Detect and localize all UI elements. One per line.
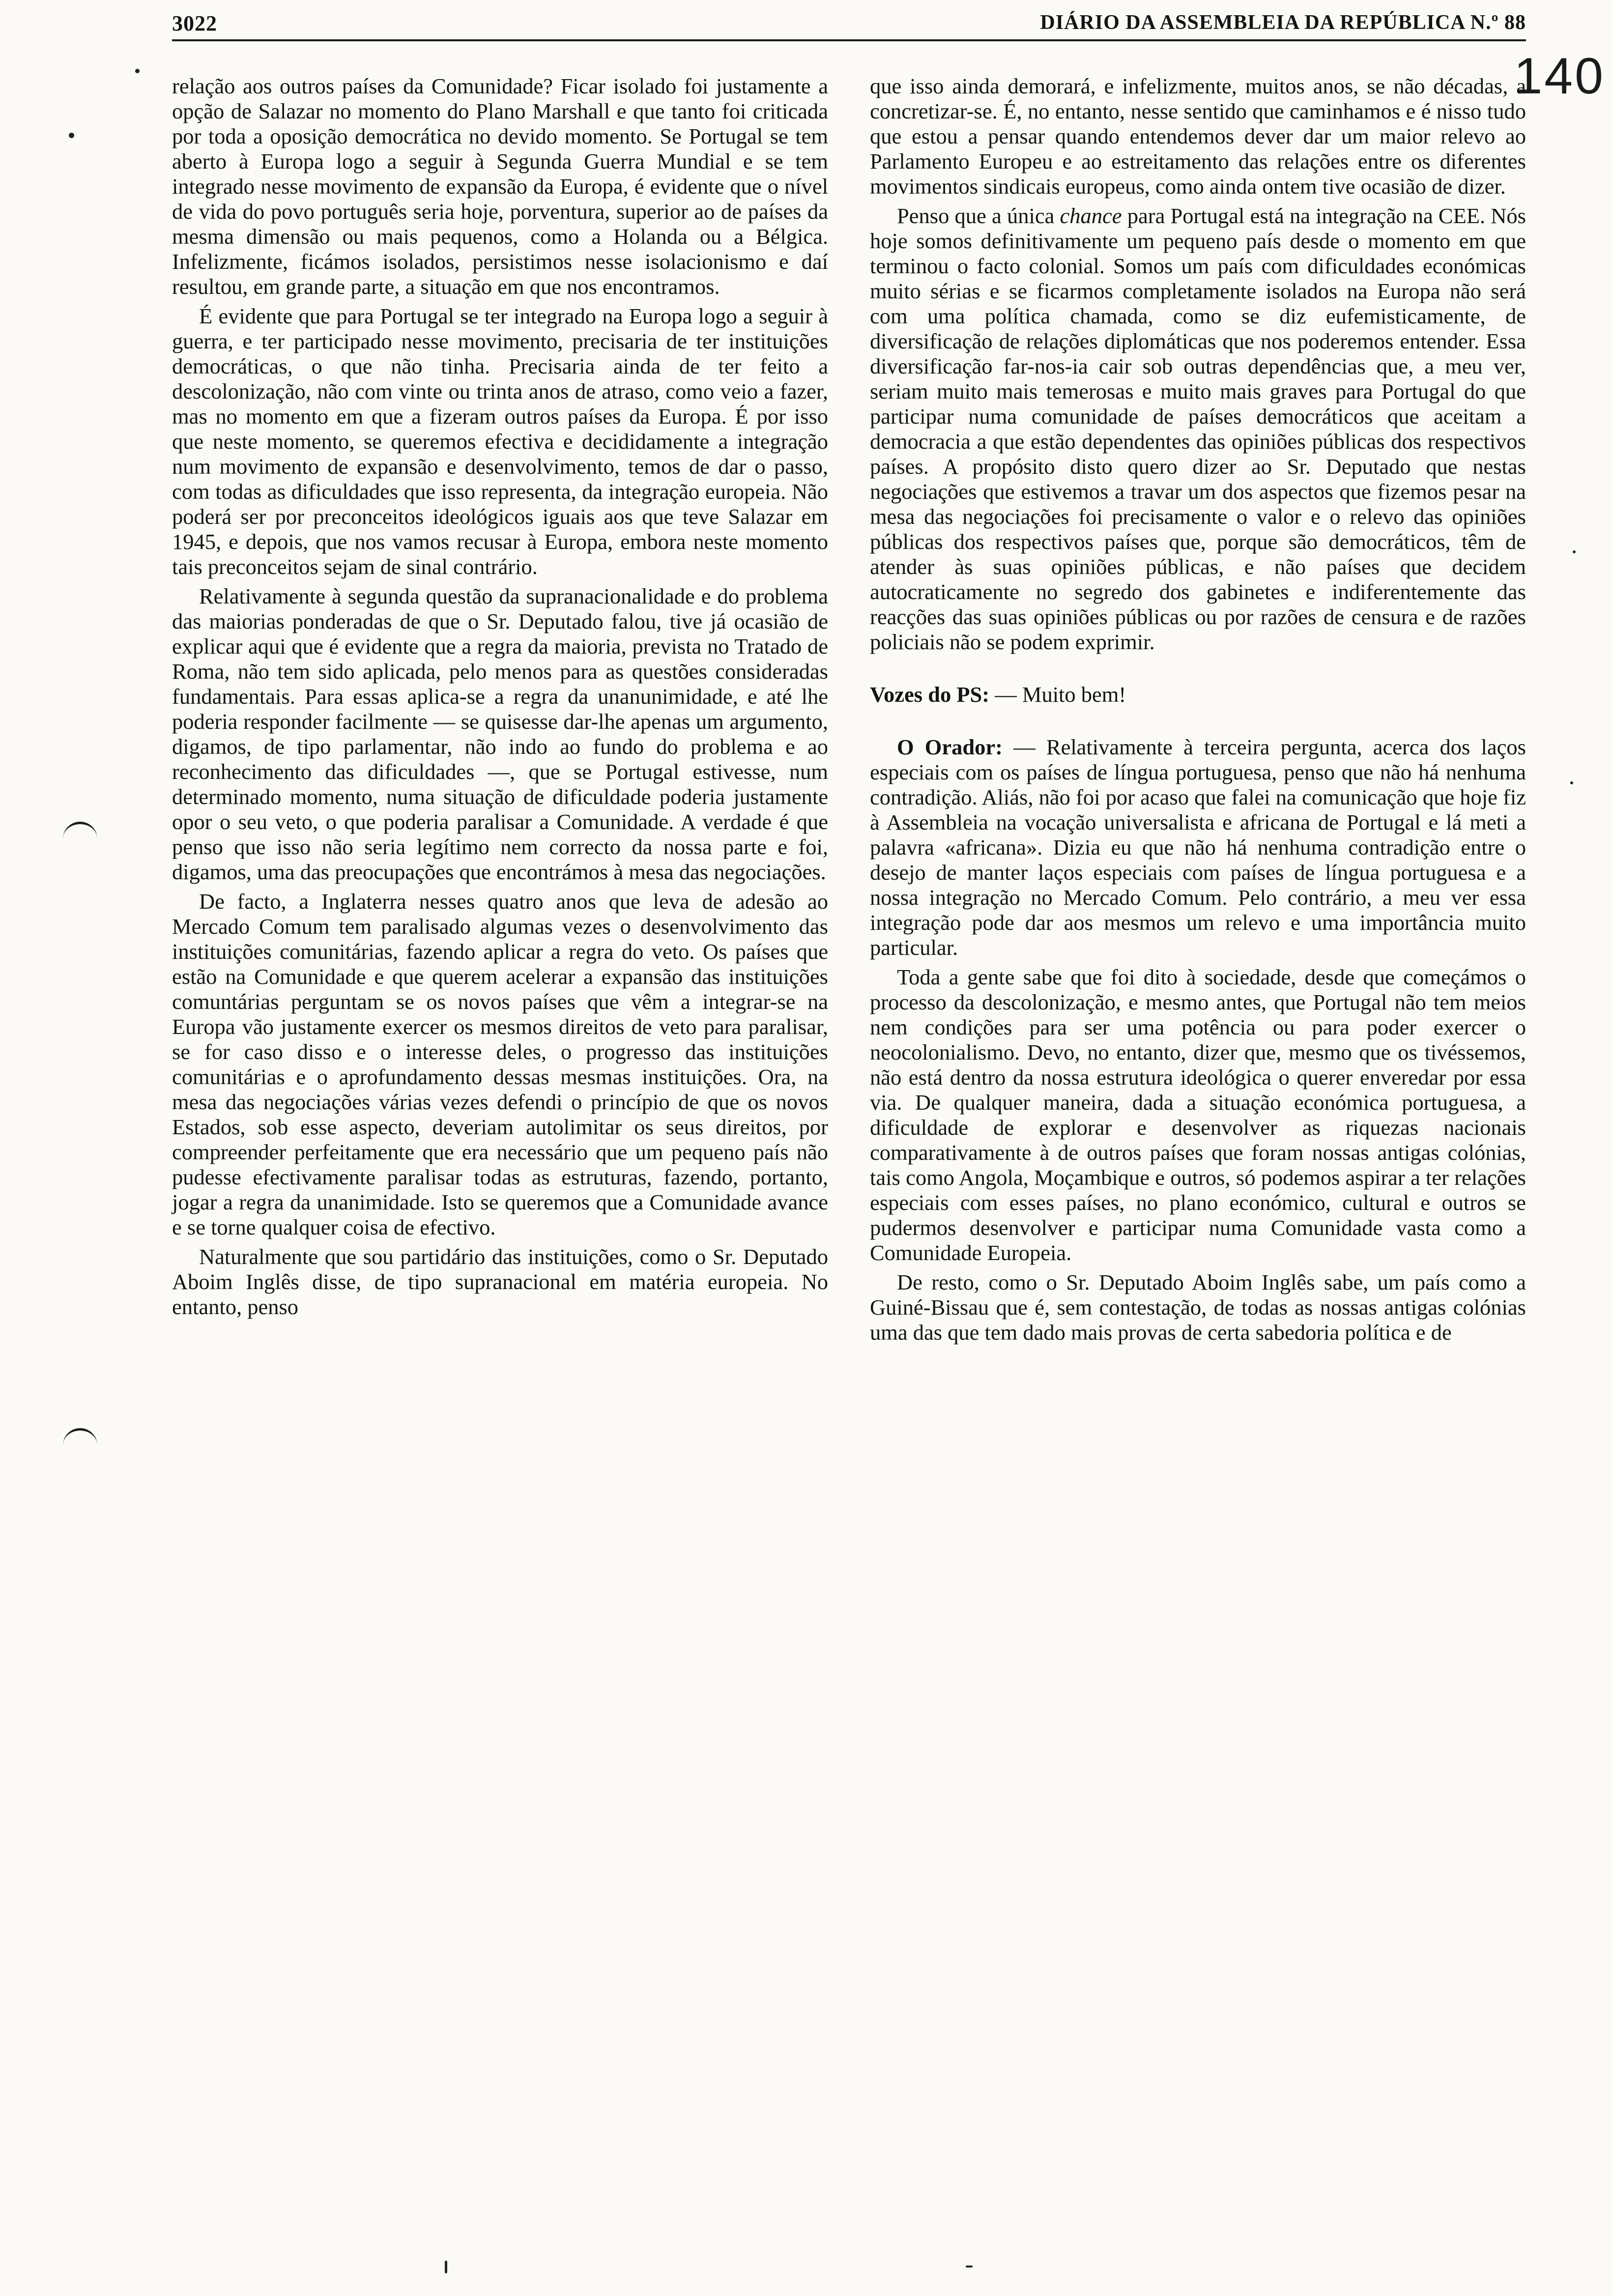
scan-speck <box>445 2261 447 2273</box>
scan-speck <box>135 69 140 73</box>
paragraph: É evidente que para Portugal se ter integrado na Europa logo a seguir à guerra, e ter participado nesse movimento, precisaria de ter instituições democráticas, o que não tinha. Precisaria ainda de ter feito a descolonização, não com vinte ou trinta anos de atraso, como veio a fazer, mas no momento em que a fizeram outros países da Europa. É por isso que neste momento, se queremos efectiva e decididamente a integração num movimento de expansão e desenvolvimento, temos de dar o passo, com todas as dificuldades que isso representa, da integração europeia. Não poderá ser por preconceitos ideológicos iguais aos que teve Salazar em 1945, e depois, que nos vamos recusar à Europa, embora neste momento tais preconceitos sejam de sinal contrário. <box>172 304 828 579</box>
right-column <box>870 74 1526 1349</box>
speech-text: — Relativamente à terceira pergunta, acerca dos laços especiais com os países de língua portuguesa, penso que não há nenhuma contradição. Aliás, não foi por acaso que falei na comunicação que hoje fiz à Assembleia na vocação universalista e africana de Portugal e lá meti a palavra «africana». Dizia eu que não há nenhuma contradição entre o desejo de manter laços especiais com países de língua portuguesa e a nossa integração no Mercado Comum. Pelo contrário, a meu ver essa integração pode dar aos mesmos um relevo e uma importância muito particular. <box>870 735 1526 960</box>
speaker-paragraph <box>870 735 1526 960</box>
scan-speck <box>966 2266 973 2267</box>
punch-hole-mark <box>63 822 97 844</box>
paragraph: De facto, a Inglaterra nesses quatro anos que leva de adesão ao Mercado Comum tem paralisado algumas vezes o desenvolvimento das instituições comunitárias, fazendo aplicar a regra do veto. Os países que estão na Comunidade e que querem acelerar a expansão das instituições comuntárias perguntam se os novos países que vêm a integrar-se na Europa vão justamente exercer os mesmos direitos de veto para paralisar, se for caso disso e o interesse deles, o progresso das instituições comunitárias e o aprofundamento dessas mesmas instituições. Ora, na mesa das negociações várias vezes defendi o princípio de que os novos Estados, sob esse aspecto, deveriam autolimitar os seus direitos, por compreender perfeitamente que era necessário que um pequeno país não pudesse efectivamente paralisar todas as estruturas, fazendo, portanto, jogar a regra da unanimidade. Isto se queremos que a Comunidade avance e se torne qualquer coisa de efectivo. <box>172 889 828 1239</box>
speaker-name: Vozes do PS: <box>870 682 990 707</box>
paragraph: relação aos outros países da Comunidade? Ficar isolado foi justamente a opção de Salazar no momento do Plano Marshall e que tanto foi criticada por toda a oposição democrática no devido momento. Se Portugal se tem aberto à Europa logo a seguir à Segunda Guerra Mundial e se tem integrado nesse movimento de expansão da Europa, é evidente que o nível de vida do povo português seria hoje, porventura, superior ao de países da mesma dimensão ou mais pequenos, como a Holanda ou a Bélgica. Infelizmente, ficámos isolados, persistimos nesse isolacionismo e daí resultou, em grande parte, a situação em que nos encontramos. <box>172 74 828 299</box>
page-number: 3022 <box>172 11 217 35</box>
speaker-name: O Orador: <box>897 735 1003 759</box>
running-title: DIÁRIO DA ASSEMBLEIA DA REPÚBLICA N.º 88 <box>1040 11 1526 34</box>
paragraph <box>870 203 1526 655</box>
punch-hole-mark <box>63 1428 97 1450</box>
scan-speck <box>69 133 74 138</box>
folio-number: 140 <box>1514 48 1605 105</box>
text-run: Penso que a única <box>897 203 1060 228</box>
paragraph: Relativamente à segunda questão da supranacionalidade e do problema das maiorias ponderadas de que o Sr. Deputado falou, tive já ocasião de explicar aqui que é evidente que a regra da maioria, prevista no Tratado de Roma, não tem sido aplicada, pelo menos para as questões consideradas fundamentais. Para essas aplica-se a regra da unanunimidade, e até lhe poderia responder facilmente — se quisesse dar-lhe apenas um argumento, digamos, de tipo parlamentar, não indo ao fundo do problema e ao reconhecimento das dificuldades —, que se Portugal estivesse, num determinado momento, numa situação de dificuldade poderia justamente opor o seu veto, o que poderia paralisar a Comunidade. A verdade é que penso que isso não seria legítimo nem correcto da nossa parte e foi, digamos, uma das preocupações que encontrámos à mesa das negociações. <box>172 584 828 884</box>
speaker-interjection <box>870 682 1526 707</box>
text-run: para Portugal está na integração na CEE. Nós hoje somos definitivamente um pequeno país desde o momento em que terminou o facto colonial. Somos um país com dificuldades económicas muito sérias e se ficarmos completamente isolados na Europa não será com uma política chamada, como se diz eufemisticamente, de diversificação de relações diplomáticas que nos poderemos entender. Essa diversificação far-nos-ia cair sob outras dependências que, a meu ver, seriam muito mais temerosas e muito mais graves para Portugal do que participar numa comunidade de países democráticos que aceitam a democracia a que estão dependentes das opiniões públicas dos respectivos países. A propósito disto quero dizer ao Sr. Deputado que nestas negociações que estivemos a travar um dos aspectos que fizemos pesar na mesa das negociações foi precisamente o valor e o relevo das opiniões públicas dos respectivos países que, porque são democráticos, têm de atender às suas opiniões públicas, e não países que decidem autocraticamente no segredo dos gabinetes e indiferentemente das reacções das suas opiniões públicas ou por razões de censura e de razões policiais não se podem exprimir. <box>870 203 1526 654</box>
paragraph: De resto, como o Sr. Deputado Aboim Inglês sabe, um país como a Guiné-Bissau que é, sem contestação, de todas as nossas antigas colónias uma das que tem dado mais provas de certa sabedoria política e de <box>870 1270 1526 1345</box>
scan-speck <box>1573 550 1576 553</box>
scan-speck <box>1570 781 1573 784</box>
interjection-text: — Muito bem! <box>989 682 1126 707</box>
header-rule <box>172 39 1526 41</box>
left-column <box>172 74 828 1324</box>
paragraph: Naturalmente que sou partidário das instituições, como o Sr. Deputado Aboim Inglês disse, de tipo supranacional em matéria europeia. No entanto, penso <box>172 1244 828 1319</box>
italic-word: chance <box>1060 203 1122 228</box>
paragraph: Toda a gente sabe que foi dito à sociedade, desde que começámos o processo da descolonização, e mesmo antes, que Portugal não tem meios nem condições para ser uma potência ou para poder exercer o neocolonialismo. Devo, no entanto, dizer que, mesmo que os tivéssemos, não está dentro da nossa estrutura ideológica o querer enveredar por essa via. De qualquer maneira, dada a situação económica portuguesa, a dificuldade de explorar e desenvolver as riquezas nacionais comparativamente à de outros países que foram nossas antigas colónias, tais como Angola, Moçambique e outros, só podemos aspirar a ter relações especiais com esses países, no plano económico, cultural e outros se pudermos desenvolver e participar numa Comunidade vasta como a Comunidade Europeia. <box>870 965 1526 1265</box>
paragraph: que isso ainda demorará, e infelizmente, muitos anos, se não décadas, a concretizar-se. É, no entanto, nesse sentido que caminhamos e é nisso tudo que estou a pensar quando entendemos dever dar um maior relevo ao Parlamento Europeu e ao estreitamento das relações entre os diferentes movimentos sindicais europeus, como ainda ontem tive ocasião de dizer. <box>870 74 1526 199</box>
